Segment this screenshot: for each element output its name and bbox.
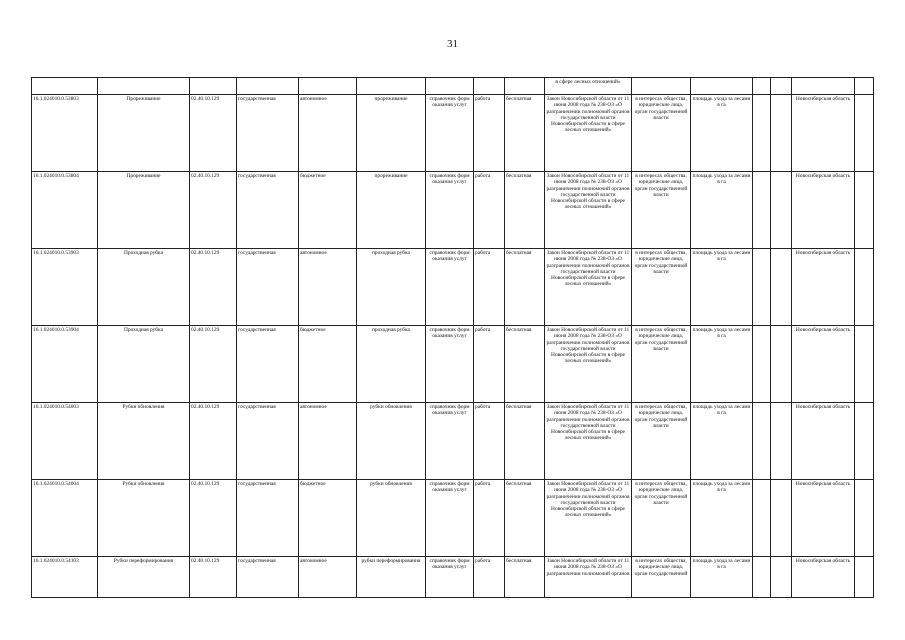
payment-cell: бесплатная xyxy=(505,326,545,403)
work-content-cell: рубки обновления xyxy=(357,480,426,557)
law-cell: Закон Новосибирской области от 11 июня 2008 года № 238-ОЗ «О разграничении полномочий органов xyxy=(545,557,632,598)
consumers-cell: в интересах общества, юридические лица, орган государственной власти xyxy=(632,172,691,249)
region-cell: Новосибирская область xyxy=(792,480,855,557)
law-cell: Закон Новосибирской области от 11 июня 2008 года № 238-ОЗ «О разграничении полномочий органов государственной власти Новосибирской области в сфере лесных отношений» xyxy=(545,249,632,326)
table-row xyxy=(32,172,874,249)
region-cell: Новосибирская область xyxy=(792,557,855,598)
name-cell: Прореживание xyxy=(98,95,190,172)
okved-cell: 02.40.10.129 xyxy=(190,326,237,403)
consumers-cell: в интересах общества, юридические лица, орган государственной власти xyxy=(632,95,691,172)
table-row xyxy=(32,557,874,598)
indicator-cell: площадь ухода за лесами в га xyxy=(691,557,753,598)
ownership-form-cell: государственная xyxy=(237,172,299,249)
payment-cell: бесплатная xyxy=(505,172,545,249)
kind-cell: работа xyxy=(474,557,505,598)
directory-cell: справочник форм оказания услуг xyxy=(426,480,474,557)
law-cell: Закон Новосибирской области от 11 июня 2008 года № 238-ОЗ «О разграничении полномочий органов государственной власти Новосибирской области в сфере лесных отношений» xyxy=(545,172,632,249)
okved-cell: 02.40.10.129 xyxy=(190,480,237,557)
law-cell: Закон Новосибирской области от 11 июня 2008 года № 238-ОЗ «О разграничении полномочий органов государственной власти Новосибирской области в сфере лесных отношений» xyxy=(545,480,632,557)
law-cell: Закон Новосибирской области от 11 июня 2008 года № 238-ОЗ «О разграничении полномочий органов государственной власти Новосибирской области в сфере лесных отношений» xyxy=(545,326,632,403)
kind-cell: работа xyxy=(474,95,505,172)
okved-cell: 02.40.10.129 xyxy=(190,557,237,598)
institution-type-cell: автономное xyxy=(299,403,357,480)
payment-cell: бесплатная xyxy=(505,249,545,326)
okved-cell: 02.40.10.129 xyxy=(190,172,237,249)
institution-type-cell: бюджетное xyxy=(299,480,357,557)
payment-cell: бесплатная xyxy=(505,403,545,480)
table-row xyxy=(32,480,874,557)
okved-cell: 02.40.10.129 xyxy=(190,95,237,172)
registry-code-cell: 16.1.024010.0.54004 xyxy=(32,480,98,557)
indicator-cell: площадь ухода за лесами в га xyxy=(691,326,753,403)
table-row xyxy=(32,403,874,480)
law-cell: в сфере лесных отношений» xyxy=(545,78,632,95)
okved-cell: 02.40.10.129 xyxy=(190,403,237,480)
directory-cell: справочник форм оказания услуг xyxy=(426,249,474,326)
payment-cell: бесплатная xyxy=(505,95,545,172)
table-row xyxy=(32,249,874,326)
table-row-continuation xyxy=(32,78,874,95)
registry-code-cell: 16.1.024010.0.53804 xyxy=(32,172,98,249)
directory-cell: справочник форм оказания услуг xyxy=(426,172,474,249)
institution-type-cell: автономное xyxy=(299,95,357,172)
consumers-cell: в интересах общества, юридические лица, орган государственной власти xyxy=(632,480,691,557)
work-content-cell: проходная рубка xyxy=(357,249,426,326)
ownership-form-cell: государственная xyxy=(237,249,299,326)
name-cell: Прореживание xyxy=(98,172,190,249)
work-content-cell: проходная рубка xyxy=(357,326,426,403)
work-content-cell: рубки переформирования xyxy=(357,557,426,598)
registry-code-cell: 16.1.024010.0.53904 xyxy=(32,326,98,403)
law-cell: Закон Новосибирской области от 11 июня 2008 года № 238-ОЗ «О разграничении полномочий органов государственной власти Новосибирской области в сфере лесных отношений» xyxy=(545,403,632,480)
region-cell: Новосибирская область xyxy=(792,403,855,480)
institution-type-cell: автономное xyxy=(299,557,357,598)
name-cell: Проходная рубка xyxy=(98,249,190,326)
kind-cell: работа xyxy=(474,249,505,326)
registry-table xyxy=(31,77,874,598)
ownership-form-cell: государственная xyxy=(237,557,299,598)
indicator-cell: площадь ухода за лесами в га xyxy=(691,403,753,480)
institution-type-cell: бюджетное xyxy=(299,326,357,403)
ownership-form-cell: государственная xyxy=(237,326,299,403)
region-cell: Новосибирская область xyxy=(792,172,855,249)
indicator-cell: площадь ухода за лесами в га xyxy=(691,249,753,326)
ownership-form-cell: государственная xyxy=(237,403,299,480)
kind-cell: работа xyxy=(474,326,505,403)
institution-type-cell: бюджетное xyxy=(299,172,357,249)
registry-code-cell: 16.1.024010.0.54003 xyxy=(32,403,98,480)
kind-cell: работа xyxy=(474,172,505,249)
indicator-cell: площадь ухода за лесами в га xyxy=(691,172,753,249)
page-number: 31 xyxy=(447,38,458,50)
directory-cell: справочник форм оказания услуг xyxy=(426,95,474,172)
consumers-cell: в интересах общества, юридические лица, орган государственной власти xyxy=(632,249,691,326)
name-cell: Рубки обновления xyxy=(98,403,190,480)
name-cell: Проходная рубка xyxy=(98,326,190,403)
payment-cell: бесплатная xyxy=(505,480,545,557)
consumers-cell: в интересах общества, юридические лица, орган государственной власти xyxy=(632,403,691,480)
region-cell: Новосибирская область xyxy=(792,326,855,403)
region-cell: Новосибирская область xyxy=(792,95,855,172)
consumers-cell: в интересах общества, юридические лица, орган государственной власти xyxy=(632,326,691,403)
directory-cell: справочник форм оказания услуг xyxy=(426,557,474,598)
payment-cell: бесплатная xyxy=(505,557,545,598)
registry-code-cell: 16.1.024010.0.54103 xyxy=(32,557,98,598)
registry-code-cell: 16.1.024010.0.53803 xyxy=(32,95,98,172)
ownership-form-cell: государственная xyxy=(237,480,299,557)
kind-cell: работа xyxy=(474,403,505,480)
work-content-cell: прореживание xyxy=(357,95,426,172)
consumers-cell: в интересах общества, юридические лица, орган государственной xyxy=(632,557,691,598)
table-row xyxy=(32,326,874,403)
name-cell: Рубки переформирования xyxy=(98,557,190,598)
directory-cell: справочник форм оказания услуг xyxy=(426,403,474,480)
name-cell: Рубки обновления xyxy=(98,480,190,557)
registry-code-cell: 16.1.024010.0.53903 xyxy=(32,249,98,326)
law-cell: Закон Новосибирской области от 11 июня 2008 года № 238-ОЗ «О разграничении полномочий органов государственной власти Новосибирской области в сфере лесных отношений» xyxy=(545,95,632,172)
okved-cell: 02.40.10.129 xyxy=(190,249,237,326)
institution-type-cell: автономное xyxy=(299,249,357,326)
directory-cell: справочник форм оказания услуг xyxy=(426,326,474,403)
indicator-cell: площадь ухода за лесами в га xyxy=(691,480,753,557)
indicator-cell: площадь ухода за лесами в га xyxy=(691,95,753,172)
work-content-cell: прореживание xyxy=(357,172,426,249)
table-row xyxy=(32,95,874,172)
ownership-form-cell: государственная xyxy=(237,95,299,172)
kind-cell: работа xyxy=(474,480,505,557)
region-cell: Новосибирская область xyxy=(792,249,855,326)
work-content-cell: рубки обновления xyxy=(357,403,426,480)
